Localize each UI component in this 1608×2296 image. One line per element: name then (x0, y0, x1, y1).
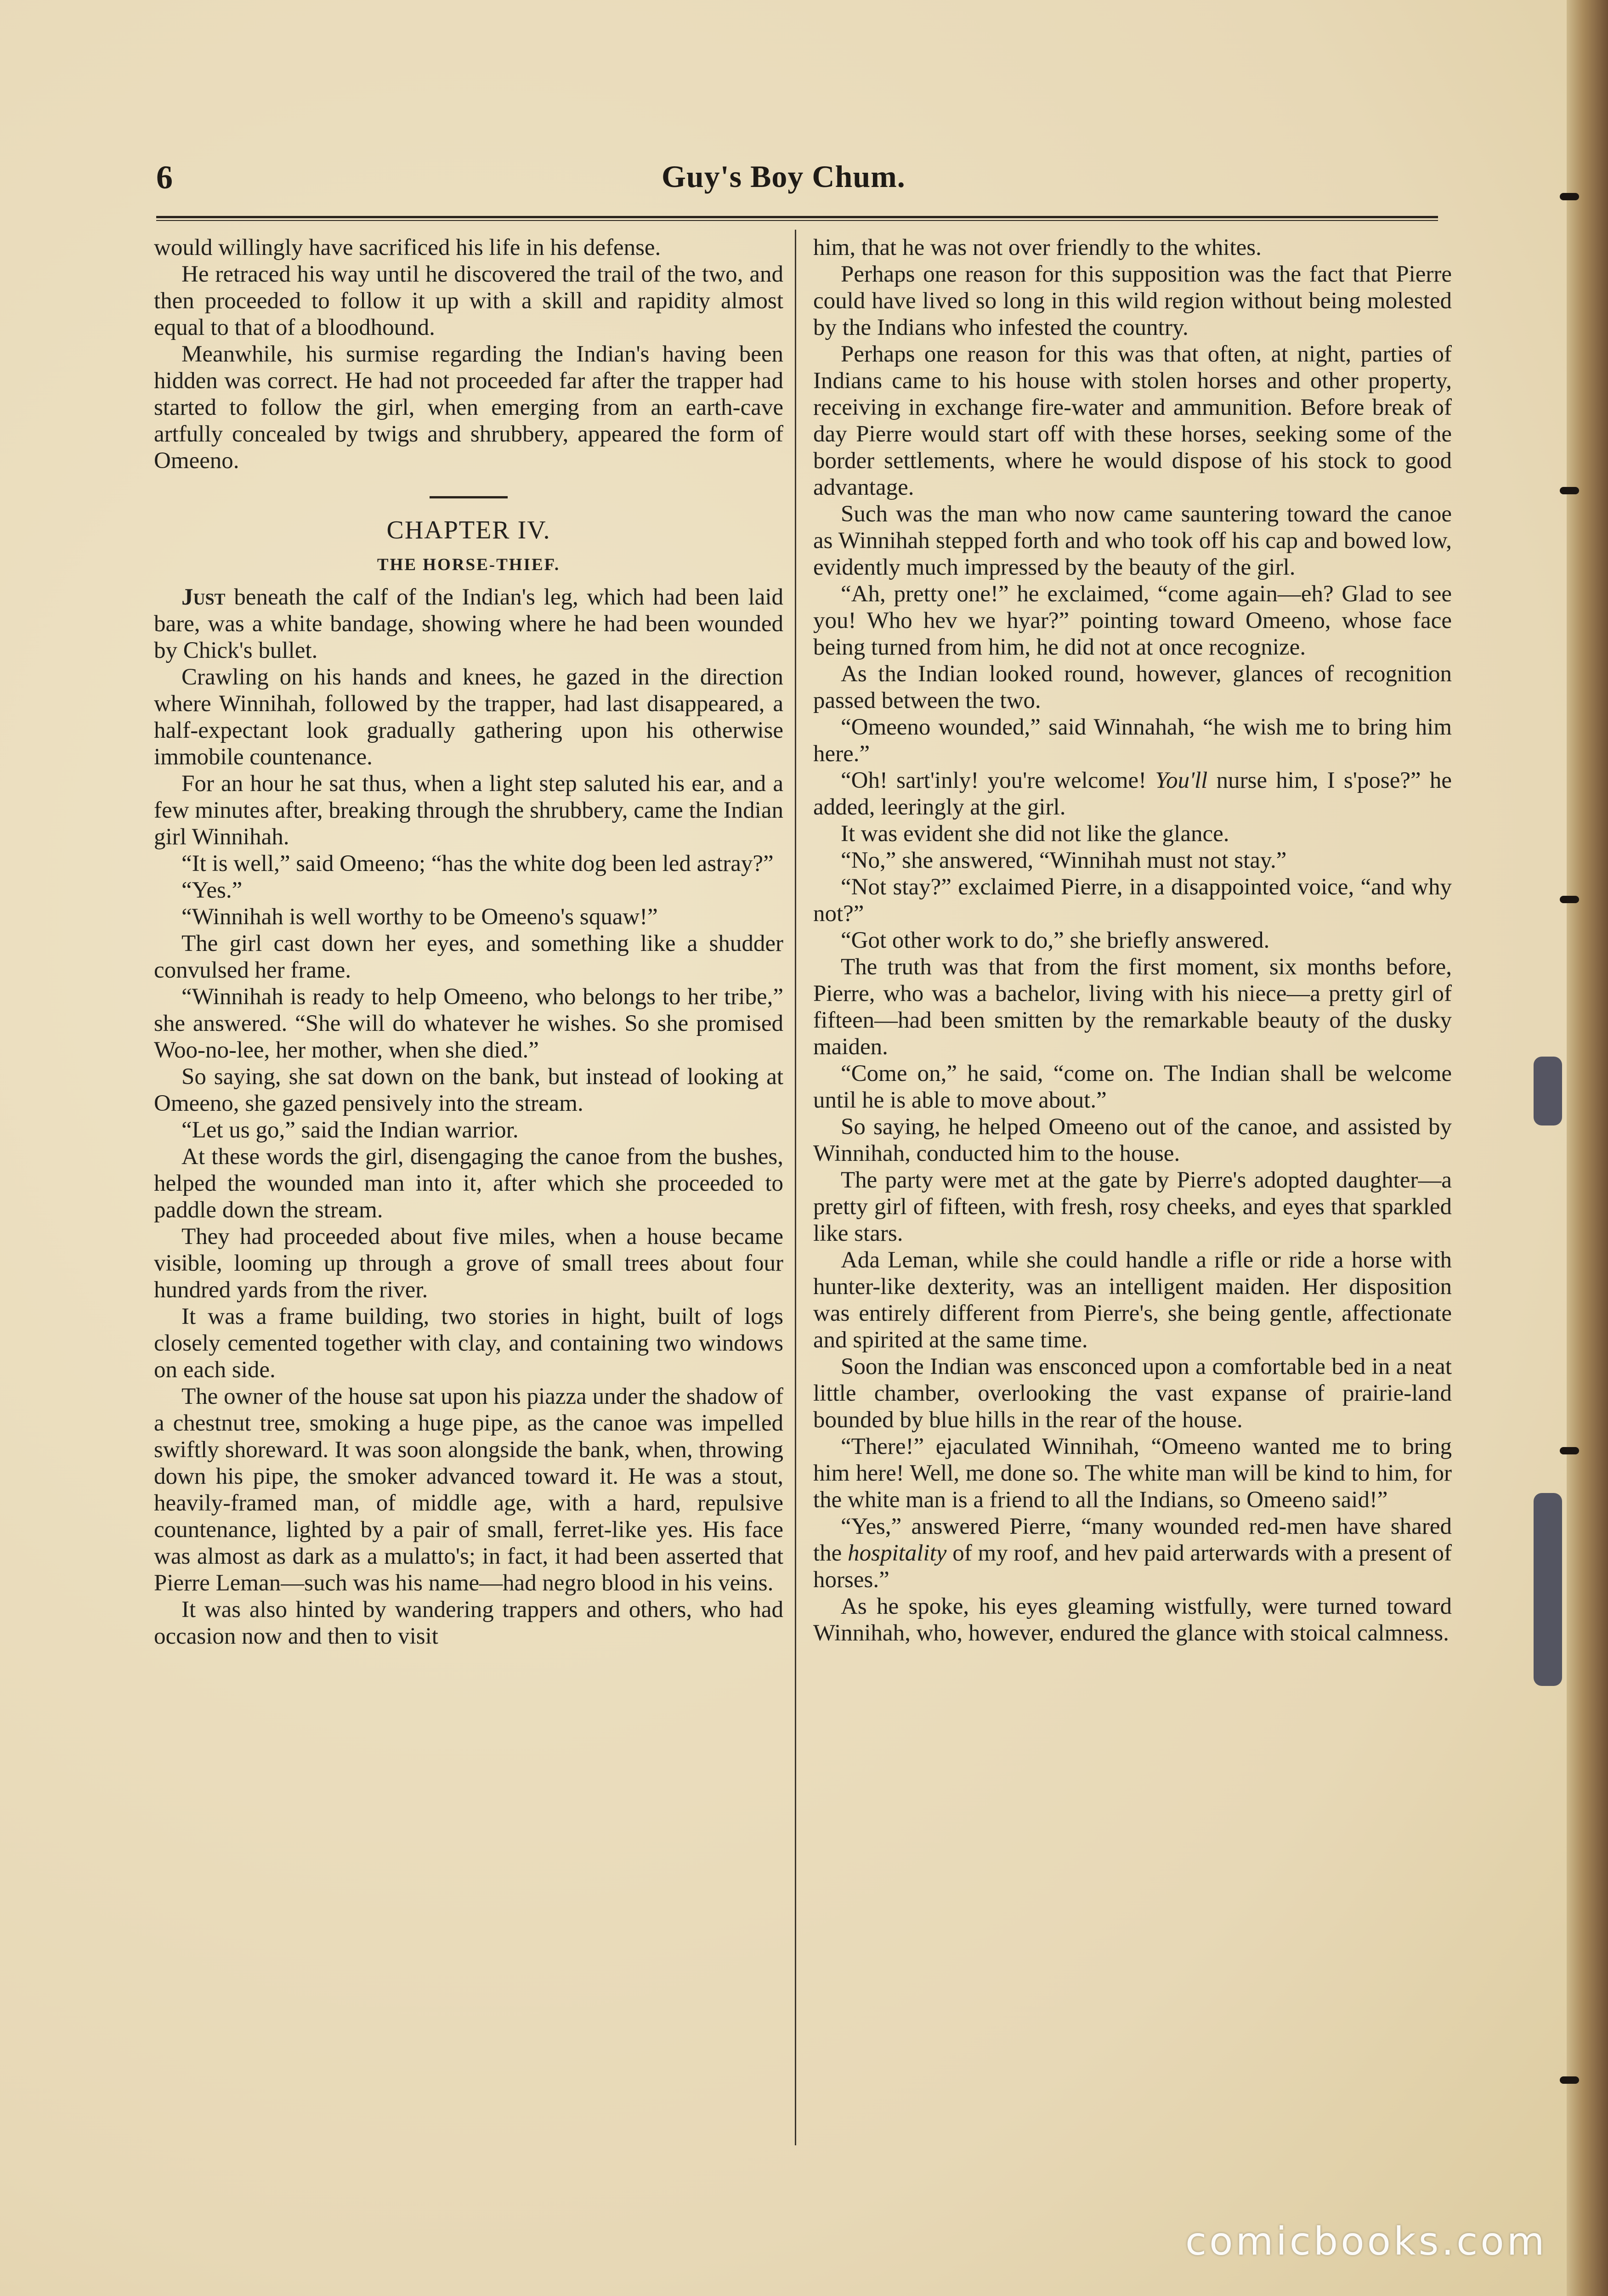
paragraph (813, 1513, 1452, 1593)
paragraph: Perhaps one reason for this supposition was the fact that Pierre could have lived so long in this wild region without being molested by the Indians who infested the country. (813, 261, 1452, 340)
paragraph: “Let us go,” said the Indian warrior. (181, 1117, 519, 1143)
binding-hole (1560, 896, 1579, 903)
paragraph: Crawling on his hands and knees, he gazed in the direction where Winnihah, followed by the trapper, had last disappeared, a half-expectant look gradually gathering upon his otherwise immobile countenance. (154, 664, 783, 770)
paragraph: Soon the Indian was ensconced upon a comfortable bed in a neat little chamber, overlooking the vast expanse of prairie-land bounded by blue hills in the rear of the house. (813, 1354, 1452, 1433)
paragraph: The owner of the house sat upon his piazza under the shadow of a chestnut tree, smoking a huge pipe, as the canoe was impelled swiftly shoreward. It was soon alongside the bank, when, throwing down his pipe, the smoker advanced toward it. He was a stout, heavily-framed man, of middle age, with a hard, repulsive countenance, lighted by a pair of small, ferret-like yes. His face was almost as dark as a mulatto's; in fact, it had been asserted that Pierre Leman—such was his name—had negro blood in his veins. (154, 1384, 783, 1596)
paragraph: him, that he was not over friendly to the whites. (813, 235, 1262, 260)
column-divider (795, 230, 796, 2145)
page-wear-mark (1534, 1057, 1562, 1125)
paragraph: “Omeeno wounded,” said Winnahah, “he wish me to bring him here.” (813, 714, 1452, 767)
page-binding-edge (1567, 0, 1608, 2296)
paragraph: The truth was that from the first moment, six months before, Pierre, who was a bachelor, living with his niece—a pretty girl of fifteen—had been smitten by the remarkable beauty of the dusky maiden. (813, 954, 1452, 1060)
page-wear-mark (1534, 1493, 1562, 1686)
paragraph-text: of my roof, and hev paid arterwards with a present of horses.” (813, 1540, 1452, 1593)
emphasis-text: hospitality (848, 1540, 947, 1566)
header-rule (156, 216, 1438, 221)
paragraph: “Winnihah is well worthy to be Omeeno's squaw!” (181, 904, 658, 930)
running-head (156, 158, 1443, 200)
paragraph: The girl cast down her eyes, and something like a shudder convulsed her frame. (154, 931, 783, 983)
paragraph: Perhaps one reason for this was that often, at night, parties of Indians came to his house with stolen horses and other property, receiving in exchange fire-water and ammunition. Before break of day Pierre would start off with these horses, seeking some of the border settlements, where he would dispose of his stock to good advantage. (813, 341, 1452, 500)
paragraph-text: “Yes,” answered Pierre, “many wounded red-men have shared the (813, 1514, 1452, 1566)
paragraph: “Winnihah is ready to help Omeeno, who belongs to her tribe,” she answered. “She will do whatever he wishes. So she promised Woo-no-lee, her mother, when she died.” (154, 984, 783, 1063)
section-separator (430, 496, 508, 498)
paragraph: As he spoke, his eyes gleaming wistfully, were turned toward Winnihah, who, however, endured the glance with stoical calmness. (813, 1594, 1452, 1646)
right-column (813, 234, 1452, 1646)
binding-hole (1560, 2076, 1579, 2084)
paragraph-text: “Oh! sart'inly! you're welcome! (841, 768, 1155, 793)
page-title: Guy's Boy Chum. (662, 159, 906, 194)
watermark-text: comicbooks.com (1185, 2219, 1547, 2264)
paragraph: For an hour he sat thus, when a light step saluted his ear, and a few minutes after, breaking through the shrubbery, came the Indian girl Winnihah. (154, 771, 783, 850)
emphasis-text: You'll (1155, 768, 1208, 793)
paragraph: “Ah, pretty one!” he exclaimed, “come again—eh? Glad to see you! Who hev we hyar?” pointing toward Omeeno, whose face being turned from him, he did not at once recognize. (813, 581, 1452, 660)
paragraph: “It is well,” said Omeeno; “has the white dog been led astray?” (181, 851, 774, 877)
paragraph (813, 767, 1452, 820)
paragraph: So saying, she sat down on the bank, but instead of looking at Omeeno, she gazed pensively into the stream. (154, 1064, 783, 1116)
page-number: 6 (156, 159, 173, 196)
paragraph: “Not stay?” exclaimed Pierre, in a disappointed voice, “and why not?” (813, 874, 1452, 927)
paragraph: “Got other work to do,” she briefly answered. (841, 927, 1270, 953)
paragraph: would willingly have sacrificed his life in his defense. (154, 235, 661, 260)
paragraph (154, 584, 783, 664)
paragraph: They had proceeded about five miles, when a house became visible, looming up through a grove of small trees about four hundred yards from the river. (154, 1224, 783, 1303)
paragraph: “Come on,” he said, “come on. The Indian shall be welcome until he is able to move about.” (813, 1061, 1452, 1113)
paragraph: “Yes.” (181, 877, 243, 903)
paragraph: So saying, he helped Omeeno out of the canoe, and assisted by Winnihah, conducted him to the house. (813, 1114, 1452, 1166)
paragraph: Such was the man who now came sauntering toward the canoe as Winnihah stepped forth and who took off his cap and bowed low, evidently much impressed by the beauty of the girl. (813, 501, 1452, 580)
binding-hole (1560, 1447, 1579, 1454)
paragraph: He retraced his way until he discovered the trail of the two, and then proceeded to follow it up with a skill and rapidity almost equal to that of a bloodhound. (154, 261, 783, 340)
chapter-subtitle: THE HORSE-THIEF. (377, 555, 561, 574)
paragraph: At these words the girl, disengaging the canoe from the bushes, helped the wounded man into it, after which she proceeded to paddle down the stream. (154, 1144, 783, 1223)
lead-word: Just (181, 584, 226, 610)
paragraph: Ada Leman, while she could handle a rifle or ride a horse with hunter-like dexterity, was an intelligent maiden. Her disposition was entirely different from Pierre's, she being gentle, affectionate and spirited at the same time. (813, 1247, 1452, 1353)
paragraph: “No,” she answered, “Winnihah must not stay.” (841, 848, 1287, 873)
paragraph: The party were met at the gate by Pierre's adopted daughter—a pretty girl of fifteen, with fresh, rosy cheeks, and eyes that sparkled like stars. (813, 1167, 1452, 1246)
chapter-heading: CHAPTER IV. (386, 516, 551, 544)
paragraph: It was evident she did not like the glance. (841, 821, 1229, 847)
paragraph: It was a frame building, two stories in hight, built of logs closely cemented together with clay, and containing two windows on each side. (154, 1304, 783, 1383)
paragraph-text: nurse him, I s'pose?” he added, leeringly at the girl. (813, 768, 1452, 820)
paragraph-text: beneath the calf of the Indian's leg, which had been laid bare, was a white bandage, showing where he had been wounded by Chick's bullet. (154, 584, 783, 663)
paragraph: Meanwhile, his surmise regarding the Indian's having been hidden was correct. He had not proceeded far after the trapper had started to follow the girl, when emerging from an earth-cave artfully concealed by twigs and shrubbery, appeared the form of Omeeno. (154, 341, 783, 474)
left-column (154, 234, 783, 1650)
paragraph: It was also hinted by wandering trappers and others, who had occasion now and then to visit (154, 1597, 783, 1649)
binding-hole (1560, 487, 1579, 494)
paragraph: As the Indian looked round, however, glances of recognition passed between the two. (813, 661, 1452, 713)
paragraph: “There!” ejaculated Winnihah, “Omeeno wanted me to bring him here! Well, me done so. The white man will be kind to him, for the white man is a friend to all the Indians, so Omeeno said!” (813, 1434, 1452, 1513)
binding-hole (1560, 193, 1579, 200)
